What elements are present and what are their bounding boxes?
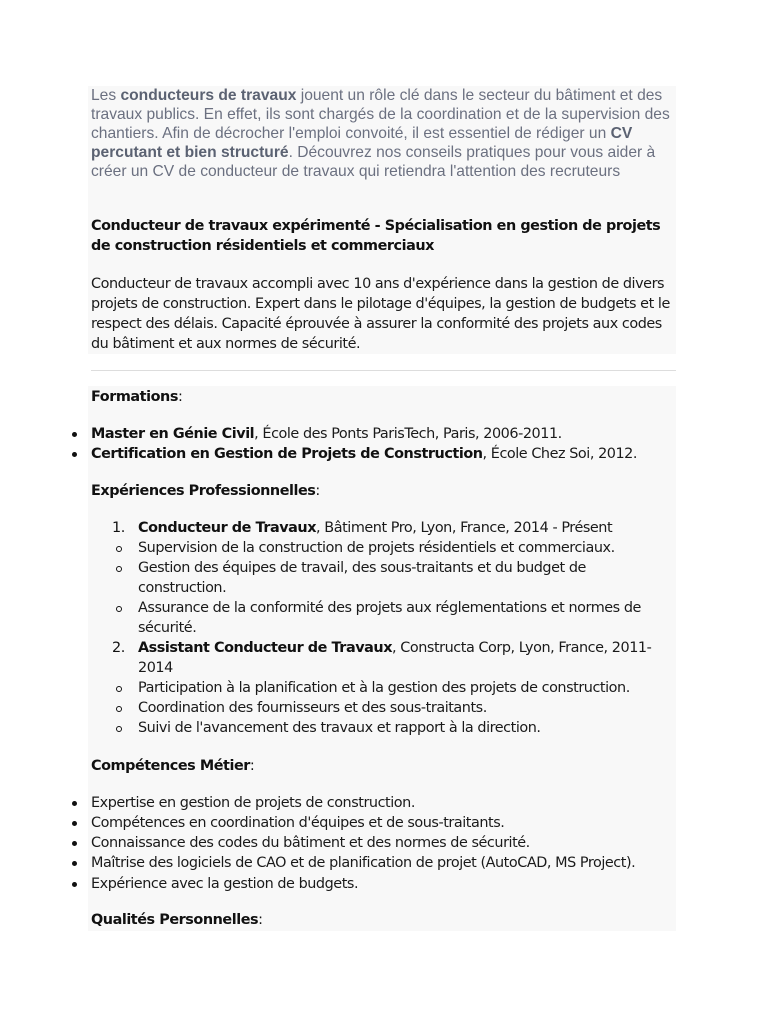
- formation-item: Certification en Gestion de Projets de Construction, École Chez Soi, 2012.: [91, 446, 638, 462]
- experiences-heading: Expériences Professionnelles:: [91, 483, 320, 499]
- job-task: Suivi de l'avancement des travaux et rapport à la direction.: [138, 720, 541, 736]
- cv-summary: Conducteur de travaux accompli avec 10 ans d'expérience dans la gestion de divers projets de construction. Expert dans le pilotage d'équipes, la gestion de budgets et le respect des délais. Capacité éprouvée à assurer la conformité des projets aux codes du bâtiment et aux normes de sécurité.: [91, 276, 670, 352]
- competence-item: Connaissance des codes du bâtiment et des normes de sécurité.: [91, 835, 530, 851]
- formation-item: Master en Génie Civil, École des Ponts ParisTech, Paris, 2006-2011.: [91, 426, 562, 442]
- qualites-heading: Qualités Personnelles:: [91, 912, 263, 928]
- job-task: Assurance de la conformité des projets aux réglementations et normes de sécurité.: [138, 600, 641, 636]
- cv-title: Conducteur de travaux expérimenté - Spécialisation en gestion de projets de construction résidentiels et commerciaux: [91, 218, 661, 254]
- job-item: 2. Assistant Conducteur de Travaux, Constructa Corp, Lyon, France, 2011-2014: [112, 640, 652, 676]
- job-item: 1. Conducteur de Travaux, Bâtiment Pro, Lyon, France, 2014 - Présent: [112, 520, 613, 536]
- competences-heading: Compétences Métier:: [91, 758, 255, 774]
- competence-item: Expérience avec la gestion de budgets.: [91, 876, 359, 892]
- section-divider: [91, 370, 676, 371]
- formations-heading: Formations:: [91, 389, 183, 405]
- job-task: Gestion des équipes de travail, des sous-traitants et du budget de construction.: [138, 560, 586, 596]
- intro-highlight-cv: CV percutant et bien structuré: [91, 125, 633, 161]
- list-number: 2.: [112, 640, 125, 656]
- intro-paragraph: Les conducteurs de travaux jouent un rôle clé dans le secteur du bâtiment et des travaux publics. En effet, ils sont chargés de la coordination et de la supervision des chantiers. Afin de décrocher l'emploi convoité, il est essentiel de rédiger un CV percutant et bien structuré. Découvrez nos conseils pratiques pour vous aider à créer un CV de conducteur de travaux qui retiendra l'attention des recruteurs: [91, 87, 670, 180]
- competence-item: Compétences en coordination d'équipes et de sous-traitants.: [91, 815, 505, 831]
- list-number: 1.: [112, 520, 125, 536]
- job-task: Coordination des fournisseurs et des sous-traitants.: [138, 700, 487, 716]
- competence-item: Expertise en gestion de projets de construction.: [91, 795, 415, 811]
- job-task: Supervision de la construction de projets résidentiels et commerciaux.: [138, 540, 615, 556]
- job-task: Participation à la planification et à la gestion des projets de construction.: [138, 680, 630, 696]
- intro-highlight-role: conducteurs de travaux: [120, 87, 297, 104]
- competence-item: Maîtrise des logiciels de CAO et de planification de projet (AutoCAD, MS Project).: [91, 855, 636, 871]
